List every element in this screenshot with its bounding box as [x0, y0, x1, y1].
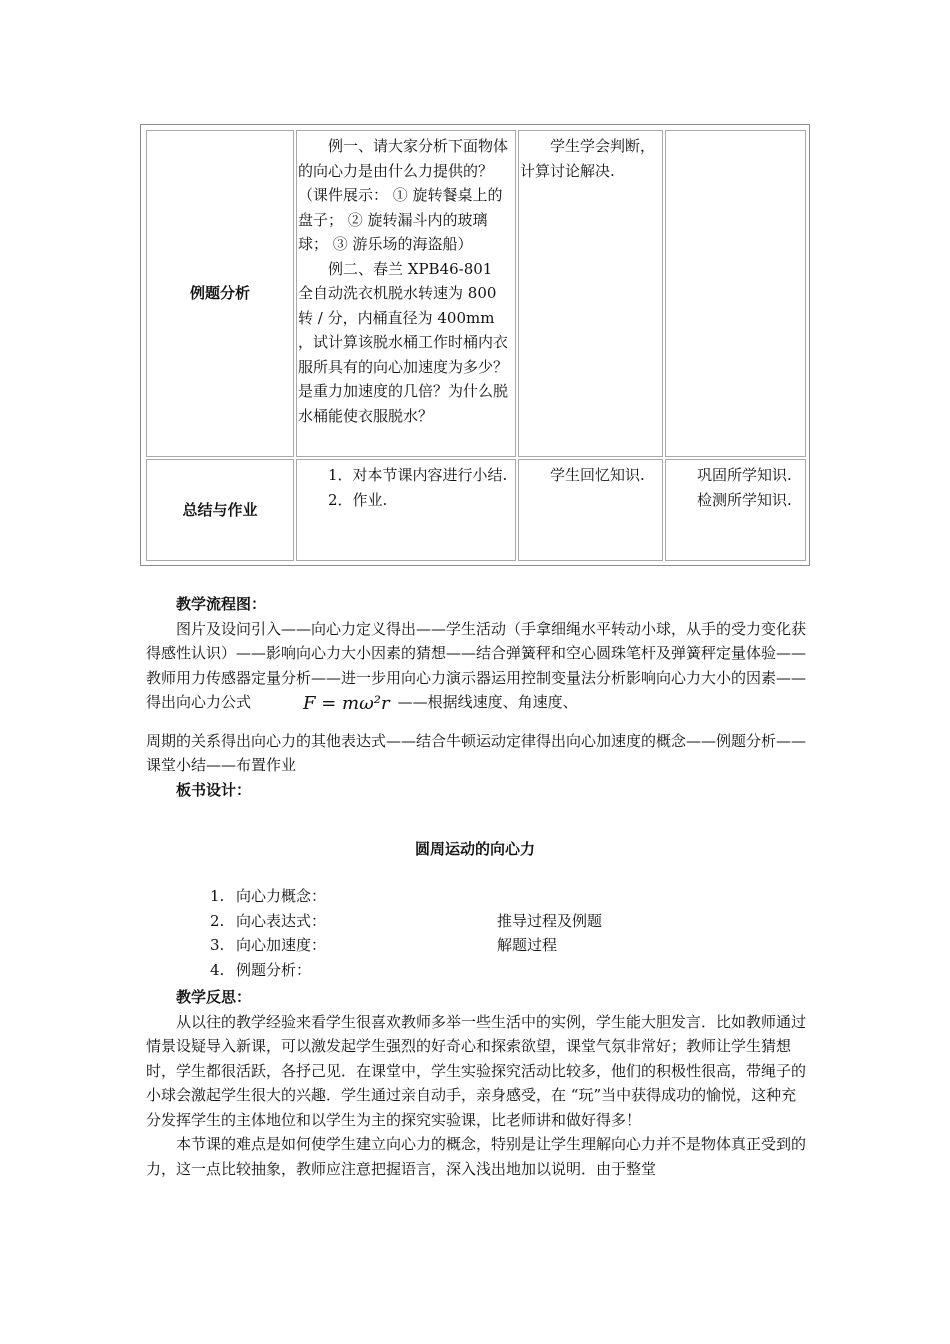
- list-item-number: 4.: [210, 960, 225, 979]
- flow-text-continued: 周期的关系得出向心力的其他表达式——结合牛顿运动定律得出向心加速度的概念——例题分析——课堂小结——布置作业: [146, 731, 807, 774]
- list-item-number: 2.: [210, 911, 225, 930]
- lesson-table-frame: [140, 124, 810, 566]
- board-list: [210, 884, 603, 982]
- student-activity-text: 学生学会判断，计算讨论解决.: [520, 137, 656, 180]
- list-item: [210, 958, 326, 983]
- reflection-section: [146, 985, 806, 1181]
- example-one-text: 例一、请大家分析下面物体的向心力是由什么力提供的？（课件展示： ① 旋转餐桌上的盘子； ② 旋转漏斗内的玻璃球； ③ 游乐场的海盗船）: [298, 137, 509, 253]
- list-item: [210, 933, 558, 958]
- cell-summary-content: [296, 459, 516, 561]
- cell-example-content: [296, 130, 516, 457]
- flow-text: [146, 617, 806, 717]
- list-item-number: 1.: [210, 887, 225, 905]
- summary-item-2: 2．作业.: [328, 490, 388, 509]
- flow-heading: 教学流程图：: [176, 595, 267, 613]
- example-two-text: 例二、春兰 XPB46-801 全自动洗衣机脱水转速为 800 转 / 分，内桶直径为 400mm ，试计算该脱水桶工作时桶内衣服所具有的向心加速度为多少？是重力加速度的几倍？为什么脱水桶能使衣服脱水？: [298, 259, 509, 425]
- reflection-paragraph-2: 本节课的难点是如何使学生建立向心力的概念，特别是让学生理解向心力并不是物体真正受到的力，这一点比较抽象，教师应注意把握语言，深入浅出地加以说明．由于整堂: [146, 1135, 807, 1178]
- table-row-summary: [146, 459, 806, 561]
- cell-example-student: [518, 130, 663, 457]
- cell-summary-student: [518, 459, 663, 561]
- flow-section: [146, 592, 806, 802]
- row-label-example: 例题分析: [146, 130, 294, 457]
- cell-summary-purpose: [665, 459, 806, 561]
- list-item-text: 向心力概念：: [236, 887, 327, 905]
- board-heading: 板书设计：: [176, 780, 252, 799]
- flow-text-before: 图片及设问引入——向心力定义得出——学生活动（手拿细绳水平转动小球，从手的受力变化获得感性认识）——影响向心力大小因素的猜想——结合弹簧秤和空心圆珠笔杆及弹簧秤定量体验——教师用力传感器定量分析——进一步用向心力演示器运用控制变量法分析影响向心力大小的因素——得出向心力公式: [146, 619, 807, 711]
- list-item-text: 例题分析：: [236, 960, 312, 979]
- reflection-paragraph-1: 从以往的教学经验来看学生很喜欢教师多举一些生活中的实例，学生能大胆发言．比如教师通过情景设疑导入新课，可以激发起学生强烈的好奇心和探索欲望，课堂气氛非常好；教师让学生猜想时，学生都很活跃，各抒己见．在课堂中，学生实验探究活动比较多，他们的积极性很高，带绳子的小球会激起学生很大的兴趣．学生通过亲自动手，亲身感受，在 “玩”当中获得成功的愉悦，这种充分发挥学生的主体地位和以学生为主的探究实验课，比老师讲和做好得多！: [146, 1012, 807, 1129]
- purpose-item-1: 巩固所学知识.: [697, 466, 792, 484]
- list-item: [210, 884, 326, 909]
- table-row-example: [146, 130, 806, 457]
- lesson-table: [144, 128, 808, 563]
- list-item-note: 推导过程及例题: [497, 911, 603, 930]
- board-title: 圆周运动的向心力: [414, 840, 535, 858]
- student-recall-text: 学生回忆知识.: [550, 466, 645, 484]
- centripetal-force-formula: F = mω²r: [303, 693, 390, 714]
- cell-example-purpose: [665, 130, 806, 457]
- list-item-text: 向心表达式：: [236, 911, 327, 930]
- list-item-number: 3.: [210, 936, 225, 954]
- list-item-text: 向心加速度：: [236, 936, 327, 954]
- purpose-item-2: 检测所学知识.: [697, 490, 792, 509]
- list-item: [210, 909, 603, 934]
- list-item-note: 解题过程: [497, 936, 558, 954]
- flow-text-after: ——根据线速度、角速度、: [397, 693, 578, 711]
- row-label-summary: 总结与作业: [146, 459, 294, 561]
- summary-item-1: 1．对本节课内容进行小结.: [328, 466, 508, 484]
- reflection-heading: 教学反思：: [176, 988, 252, 1006]
